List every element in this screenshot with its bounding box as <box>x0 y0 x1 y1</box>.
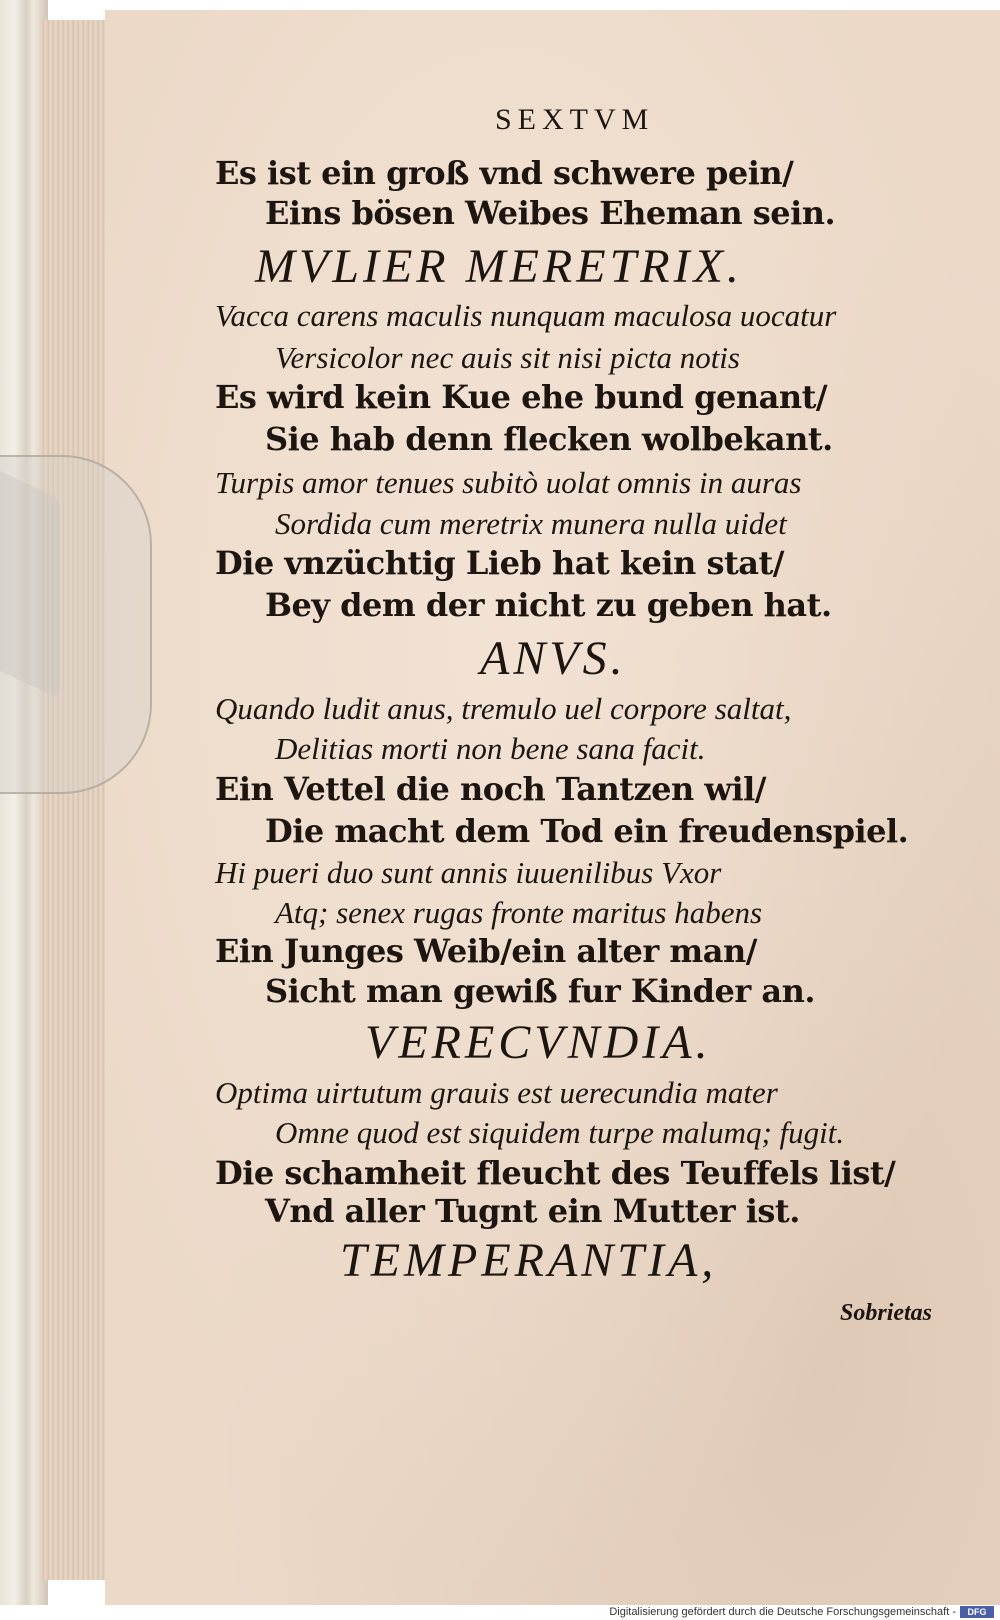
verse-line: Hi pueri duo sunt annis iuuenilibus Vxor <box>215 855 722 890</box>
verse-line: Sordida cum meretrix munera nulla uidet <box>275 506 787 541</box>
page-clip <box>0 455 152 794</box>
verse-line: Es wird kein Kue ehe bund genant/ <box>215 378 828 416</box>
verse-line: Optima uirtutum grauis est uerecundia mater <box>215 1075 778 1110</box>
verse-line: Sicht man gewiß fur Kinder an. <box>265 972 815 1010</box>
page-stack-edges <box>40 20 110 1580</box>
verse-line: Delitias morti non bene sana facit. <box>275 731 706 766</box>
verse-line: Die schamheit fleucht des Teuffels list/ <box>215 1154 896 1192</box>
verse-line: Es ist ein groß vnd schwere pein/ <box>215 154 794 192</box>
section-heading: VERECVNDIA. <box>365 1016 712 1069</box>
verse-line: Ein Junges Weib/ein alter man/ <box>215 932 757 970</box>
verse-line: Omne quod est siquidem turpe malumq; fugit. <box>275 1115 845 1150</box>
verse-line: Turpis amor tenues subitò uolat omnis in auras <box>215 465 802 500</box>
verse-line: Die macht dem Tod ein freudenspiel. <box>265 812 909 850</box>
verse-line: Ein Vettel die noch Tantzen wil/ <box>215 770 766 808</box>
running-head: SEXTVM <box>495 103 655 136</box>
verse-line: Sie hab denn flecken wolbekant. <box>265 420 833 458</box>
section-heading: TEMPERANTIA, <box>340 1234 718 1287</box>
dfg-logo: DFG <box>960 1606 994 1618</box>
verse-line: Quando ludit anus, tremulo uel corpore saltat, <box>215 691 792 726</box>
catchword: Sobrietas <box>840 1300 933 1326</box>
section-heading: ANVS. <box>480 632 627 685</box>
verse-line: Versicolor nec auis sit nisi picta notis <box>275 340 740 375</box>
verse-line: Bey dem der nicht zu geben hat. <box>265 586 832 624</box>
section-heading: MVLIER MERETRIX. <box>255 240 743 293</box>
verse-line: Atq; senex rugas fronte maritus habens <box>275 895 763 930</box>
verse-line: Vnd aller Tugnt ein Mutter ist. <box>265 1192 800 1230</box>
verse-line: Die vnzüchtig Lieb hat kein stat/ <box>215 544 784 582</box>
verse-line: Eins bösen Weibes Eheman sein. <box>265 194 836 232</box>
funding-credit: Digitalisierung gefördert durch die Deutsche Forschungsgemeinschaft - <box>609 1606 956 1618</box>
verse-line: Vacca carens maculis nunquam maculosa uocatur <box>215 298 837 333</box>
